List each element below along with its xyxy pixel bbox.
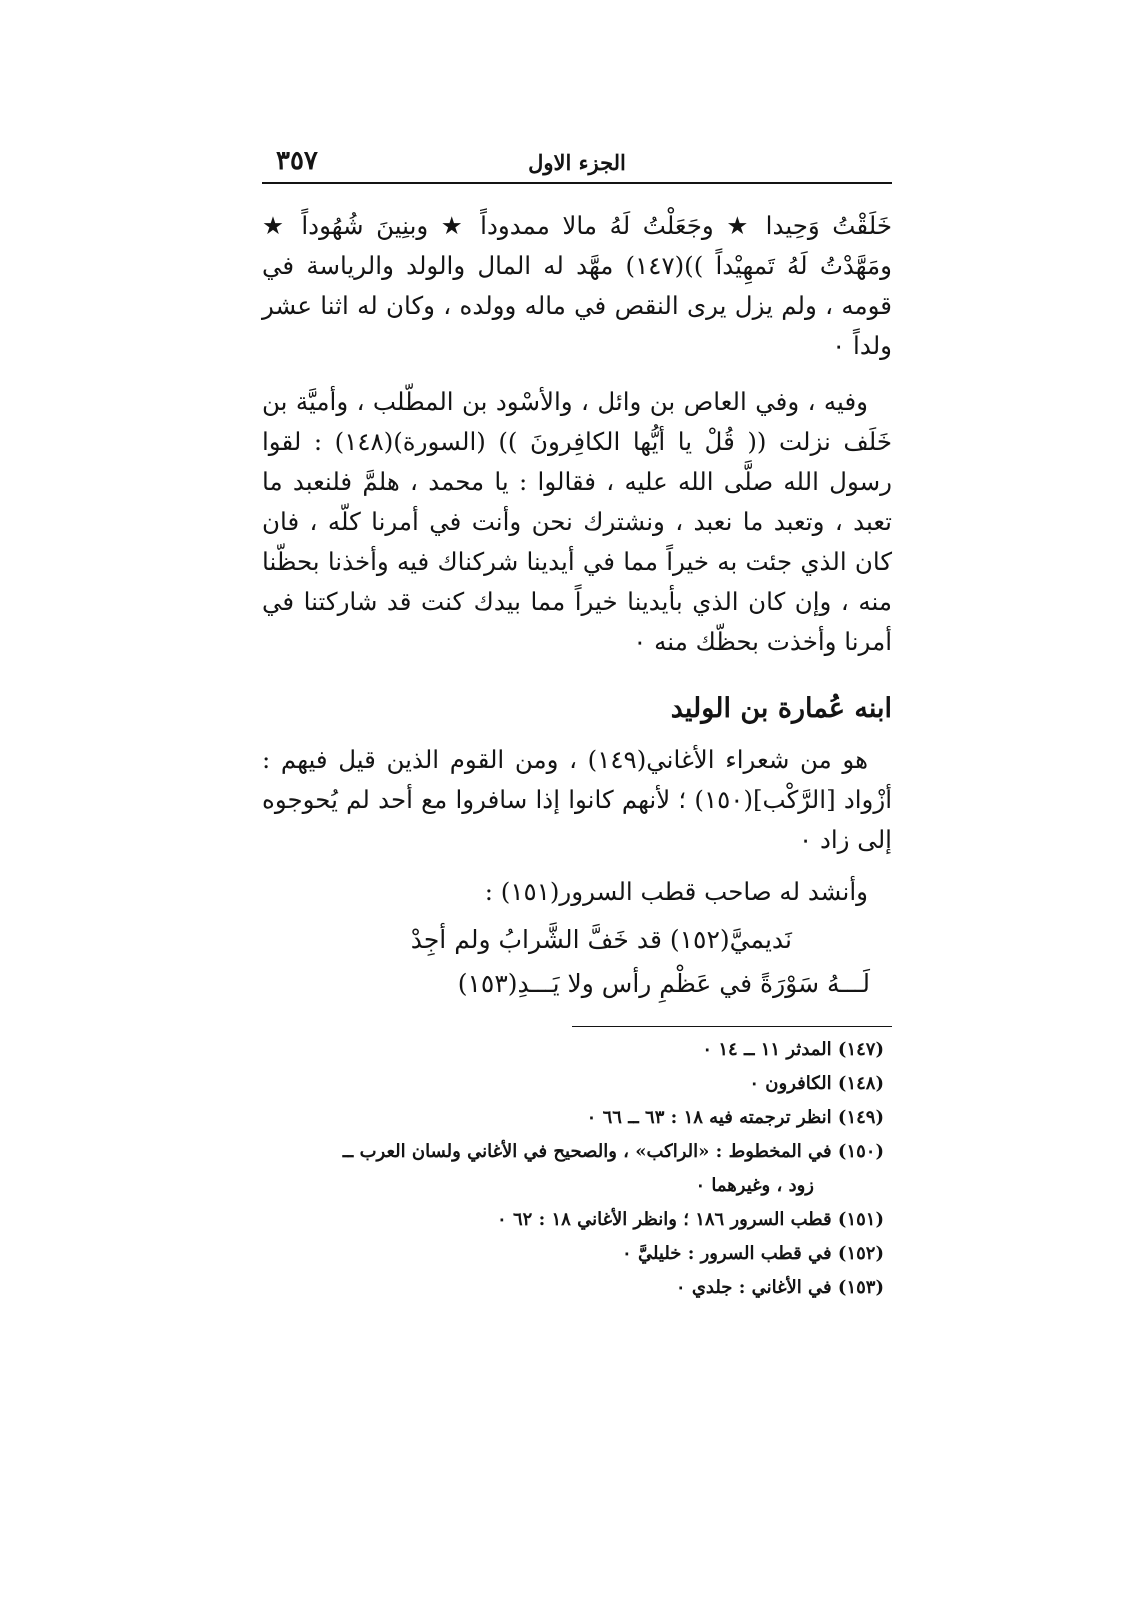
verse-line-1: نَديميَّ(١٥٢) قد خَفَّ الشَّرابُ ولم أجِدْ	[410, 925, 792, 954]
footnote: (١٤٩) انظر ترجمته فيه ١٨ : ٦٣ ــ ٦٦ ٠	[586, 1107, 884, 1128]
footnote: (١٥١) قطب السرور ١٨٦ ؛ وانظر الأغاني ١٨ : ٦٢ ٠	[497, 1209, 884, 1230]
footnote: (١٤٨) الكافرون ٠	[749, 1073, 884, 1094]
footnote-rule	[572, 1026, 892, 1027]
header-title: الجزء الاول	[528, 150, 626, 175]
body-paragraph-1: خَلَقْتُ وَحِيدا ★ وجَعَلْتُ لَهُ مالا ممدوداً ★ وبنِينَ شُهُوداً ★ ومَهَّدْتُ لَهُ تَمهِيْداً ))(١٤٧) مهَّد له المال والولد والرياسة في قومه ، ولم يزل يرى النقص في ماله وولده ، وكان له اثنا عشر ولداً ٠	[262, 211, 892, 360]
book-page	[262, 140, 892, 1580]
body-paragraph-4: وأنشد له صاحب قطب السرور(١٥١) :	[484, 877, 868, 906]
footnote: (١٥٢) في قطب السرور : خليليَّ ٠	[622, 1243, 884, 1264]
body-paragraph-2: وفيه ، وفي العاص بن وائل ، والأسْود بن المطّلب ، وأميَّة بن خَلَف نزلت (( قُلْ يا أيُّها الكافِرونَ )) (السورة)(١٤٨) : لقوا رسول الله صلَّى الله عليه ، فقالوا : يا محمد ، هلمَّ فلنعبد ما تعبد ، وتعبد ما نعبد ، ونشترك نحن وأنت في أمرنا كلّه ، فان كان الذي جئت به خيراً مما في أيدينا شركناك فيه وأخذنا بحظّنا منه ، وإن كان الذي بأيدينا خيراً مما بيدك كنت قد شاركتنا في أمرنا وأخذت بحظّك منه ٠	[262, 387, 892, 656]
body-paragraph-3: هو من شعراء الأغاني(١٤٩) ، ومن القوم الذين قيل فيهم : أزْواد [الرَّكْب](١٥٠) ؛ لأنهم كانوا إذا سافروا مع أحد لم يُحوجوه إلى زاد ٠	[262, 745, 893, 854]
running-header	[262, 140, 892, 184]
footnote: (١٥٣) في الأغاني : جلدي ٠	[675, 1277, 884, 1298]
section-heading: ابنه عُمارة بن الوليد	[670, 693, 892, 724]
verse-line-2: لَـــهُ سَوْرَةً في عَظْمِ رأس ولا يَـــدِ(١٥٣)	[457, 969, 870, 998]
header-rule	[262, 182, 892, 184]
page-number: ٣٥٧	[276, 146, 318, 176]
verse	[262, 918, 892, 1006]
footnote-continuation: زود ، وغيرهما ٠	[695, 1175, 814, 1196]
footnote: (١٥٠) في المخطوط : «الراكب» ، والصحيح في الأغاني ولسان العرب ــ زود ، وغيرهما ٠	[262, 1135, 892, 1203]
footnotes	[262, 1033, 892, 1305]
footnote: (١٤٧) المدثر ١١ ــ ١٤ ٠	[702, 1039, 884, 1060]
